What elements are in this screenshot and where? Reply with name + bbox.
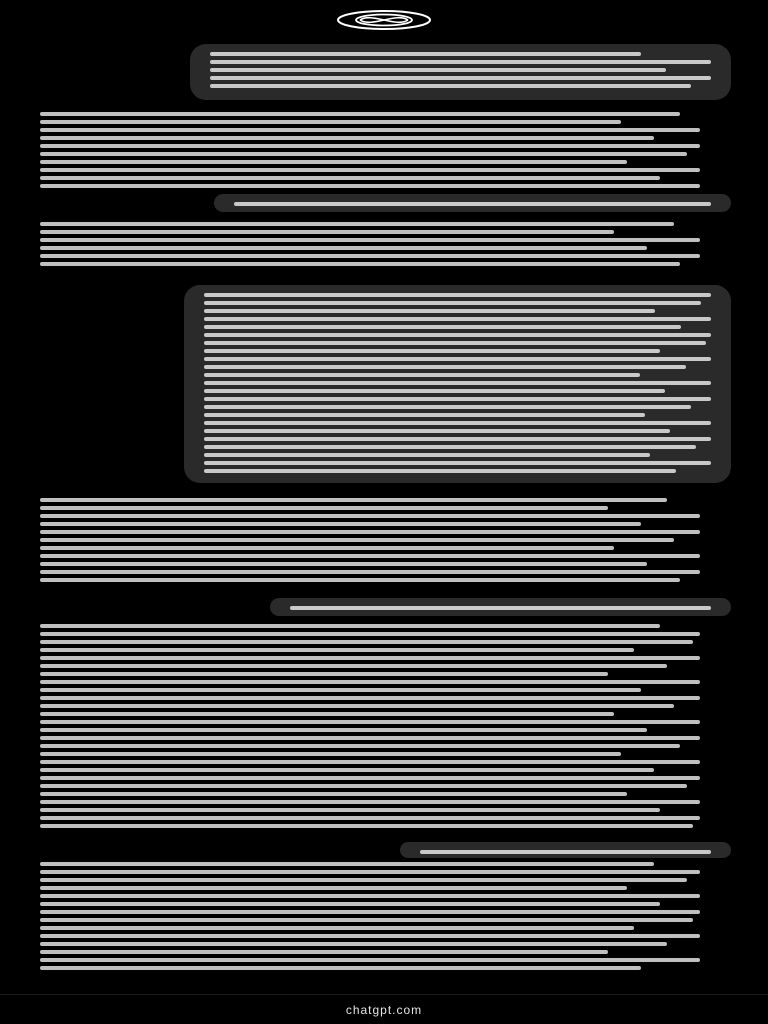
text-line <box>40 942 667 946</box>
text-line <box>40 546 614 550</box>
text-line <box>40 562 647 566</box>
text-line <box>40 704 674 708</box>
text-line <box>204 293 711 297</box>
assistant-message <box>40 220 700 274</box>
text-line <box>204 357 711 361</box>
text-line <box>40 498 667 502</box>
text-line <box>40 144 700 148</box>
text-line <box>204 333 711 337</box>
user-message <box>214 194 731 212</box>
text-line <box>40 570 700 574</box>
message-lines <box>184 285 731 483</box>
user-message <box>270 598 731 616</box>
text-line <box>204 421 711 425</box>
text-line <box>40 680 700 684</box>
chatgpt-logo-icon <box>334 9 434 31</box>
text-line <box>40 784 687 788</box>
text-line <box>40 862 654 866</box>
text-line <box>40 262 680 266</box>
text-line <box>40 648 634 652</box>
message-lines <box>400 842 731 858</box>
text-line <box>290 606 711 610</box>
text-line <box>40 656 700 660</box>
text-line <box>204 397 711 401</box>
text-line <box>40 958 700 962</box>
text-line <box>40 128 700 132</box>
text-line <box>40 744 680 748</box>
message-lines <box>40 220 700 274</box>
text-line <box>40 136 654 140</box>
assistant-message <box>40 860 700 974</box>
text-line <box>40 886 627 890</box>
text-line <box>40 230 614 234</box>
user-message <box>400 842 731 858</box>
footer <box>0 994 768 1024</box>
text-line <box>40 934 700 938</box>
text-line <box>40 664 667 668</box>
text-line <box>40 808 660 812</box>
message-lines <box>40 622 700 834</box>
text-line <box>204 429 670 433</box>
text-line <box>204 365 686 369</box>
text-line <box>40 514 700 518</box>
message-lines <box>270 598 731 616</box>
text-line <box>40 522 641 526</box>
text-line <box>40 112 680 116</box>
text-line <box>40 176 660 180</box>
text-line <box>204 405 691 409</box>
assistant-message <box>40 110 700 194</box>
text-line <box>204 445 696 449</box>
text-line <box>40 554 700 558</box>
text-line <box>40 816 700 820</box>
text-line <box>204 349 660 353</box>
text-line <box>40 506 608 510</box>
text-line <box>40 926 634 930</box>
message-lines <box>214 194 731 212</box>
text-line <box>210 84 691 88</box>
text-line <box>204 373 640 377</box>
message-lines <box>40 860 700 974</box>
text-line <box>204 413 645 417</box>
text-line <box>40 222 674 226</box>
text-line <box>40 760 700 764</box>
text-line <box>40 238 700 242</box>
text-line <box>210 60 711 64</box>
text-line <box>40 800 700 804</box>
text-line <box>40 632 700 636</box>
text-line <box>204 461 711 465</box>
text-line <box>40 160 627 164</box>
text-line <box>40 966 641 970</box>
top-header <box>0 8 768 32</box>
text-line <box>204 389 665 393</box>
text-line <box>40 640 693 644</box>
text-line <box>40 530 700 534</box>
text-line <box>40 878 687 882</box>
text-line <box>40 712 614 716</box>
text-line <box>420 850 711 854</box>
text-line <box>40 728 647 732</box>
assistant-message <box>40 622 700 834</box>
assistant-message <box>40 496 700 586</box>
text-line <box>204 341 706 345</box>
text-line <box>40 910 700 914</box>
text-line <box>40 696 700 700</box>
text-line <box>40 578 680 582</box>
text-line <box>40 870 700 874</box>
text-line <box>210 52 641 56</box>
text-line <box>204 453 650 457</box>
text-line <box>210 68 666 72</box>
text-line <box>40 824 693 828</box>
text-line <box>204 325 681 329</box>
user-message <box>190 44 731 100</box>
text-line <box>40 768 654 772</box>
text-line <box>40 688 641 692</box>
text-line <box>40 902 660 906</box>
text-line <box>210 76 711 80</box>
text-line <box>40 152 687 156</box>
site-domain: chatgpt.com <box>345 1003 423 1017</box>
text-line <box>40 168 700 172</box>
text-line <box>204 301 701 305</box>
text-line <box>40 184 700 188</box>
text-line <box>40 120 621 124</box>
text-line <box>40 720 700 724</box>
text-line <box>204 309 655 313</box>
text-line <box>40 254 700 258</box>
text-line <box>234 202 711 206</box>
text-line <box>204 437 711 441</box>
text-line <box>40 752 621 756</box>
text-line <box>40 950 608 954</box>
message-lines <box>190 44 731 100</box>
text-line <box>40 624 660 628</box>
message-lines <box>40 496 700 586</box>
text-line <box>40 918 693 922</box>
text-line <box>40 894 700 898</box>
message-lines <box>40 110 700 194</box>
user-message <box>184 285 731 483</box>
text-line <box>40 672 608 676</box>
text-line <box>40 776 700 780</box>
text-line <box>40 792 627 796</box>
text-line <box>40 246 647 250</box>
text-line <box>40 736 700 740</box>
text-line <box>204 381 711 385</box>
text-line <box>40 538 674 542</box>
text-line <box>204 317 711 321</box>
text-line <box>204 469 676 473</box>
